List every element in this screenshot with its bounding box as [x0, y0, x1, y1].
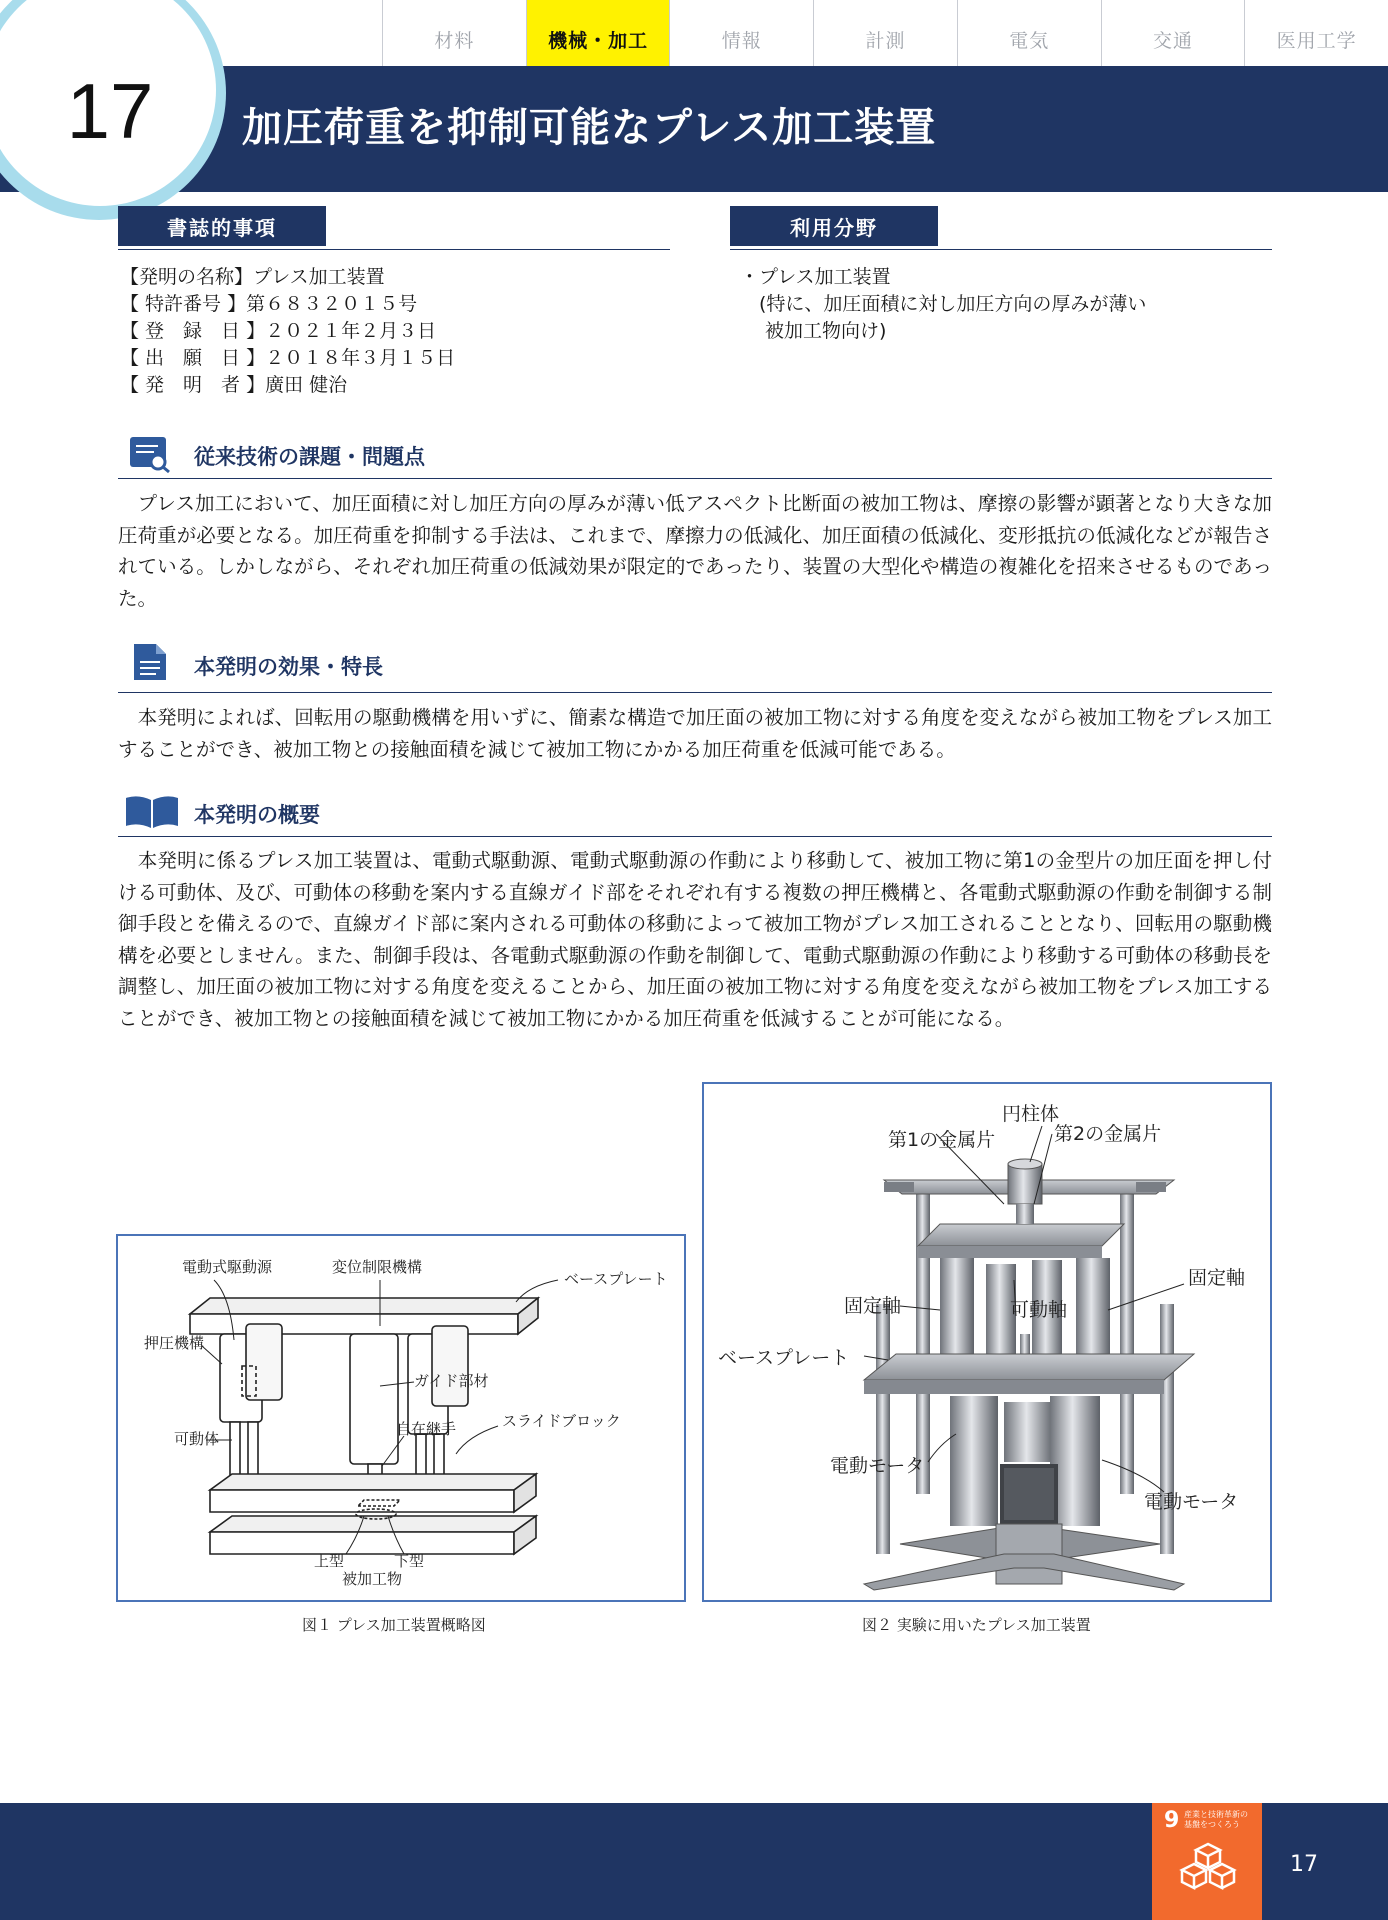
experimental-press-photo — [704, 1084, 1270, 1600]
tab-2[interactable]: 情報 — [669, 0, 813, 66]
tab-0[interactable]: 材料 — [382, 0, 526, 66]
fig2-label-motor-left: 電動モータ — [830, 1455, 925, 1477]
tab-4[interactable]: 電気 — [957, 0, 1101, 66]
fig1-label-work: 被加工物 — [342, 1570, 403, 1588]
sdg-number: 9 — [1164, 1808, 1180, 1833]
usage-rule — [730, 249, 1272, 250]
page-title: 加圧荷重を抑制可能なプレス加工装置 — [242, 105, 937, 151]
fig2-label-cylinder: 円柱体 — [1002, 1103, 1060, 1125]
tab-1[interactable]: 機械・加工 — [526, 0, 670, 66]
item-number: 17 — [66, 66, 154, 155]
sdg-text: 産業と技術革新の基盤をつくろう — [1184, 1810, 1248, 1829]
bibliography-heading: 書誌的事項 — [118, 206, 326, 246]
open-book-icon — [124, 792, 180, 832]
effects-rule — [118, 692, 1272, 693]
press-schematic-diagram — [118, 1236, 684, 1600]
fig1-label-lower: 下型 — [394, 1552, 425, 1570]
fig1-label-movable: 可動体 — [174, 1430, 220, 1448]
effects-heading: 本発明の効果・特長 — [194, 655, 383, 679]
fig2-label-motor-right: 電動モータ — [1144, 1491, 1239, 1513]
figure2-caption: 図２ 実験に用いたプレス加工装置 — [862, 1616, 1091, 1634]
usage-heading: 利用分野 — [730, 206, 938, 246]
figure2-frame — [702, 1082, 1272, 1602]
bibliography-text: 【発明の名称】プレス加工装置 【 特許番号 】第６８３２０１５号 【 登 録 日 】２０２１年２月３日 【 出 願 日 】２０１８年３月１５日 【 発 明 者 】廣田 健治 — [120, 266, 456, 396]
bibliography-rule — [118, 249, 670, 250]
fig2-label-movable-shaft: 可動軸 — [1010, 1299, 1068, 1321]
fig2-label-fixed-right: 固定軸 — [1188, 1267, 1246, 1289]
tab-5[interactable]: 交通 — [1101, 0, 1245, 66]
figure1-caption: 図１ プレス加工装置概略図 — [302, 1616, 486, 1634]
problems-heading: 従来技術の課題・問題点 — [194, 445, 425, 469]
effects-body: 本発明によれば、回転用の駆動機構を用いずに、簡素な構造で加圧面の被加工物に対する角度を変えながら被加工物をプレス加工することができ、被加工物との接触面積を減じて被加工物にかかる加圧荷重を低減可能である。 — [118, 706, 1272, 761]
category-tabs — [382, 0, 1388, 66]
fig2-label-fixed-left: 固定軸 — [844, 1295, 902, 1317]
fig1-label-drive: 電動式駆動源 — [182, 1258, 273, 1276]
figure1-frame — [116, 1234, 686, 1602]
problems-rule — [118, 478, 1272, 479]
fig1-label-guide: ガイド部材 — [414, 1372, 489, 1390]
fig2-label-base: ベースプレート — [718, 1347, 850, 1369]
page-number: 17 — [1290, 1852, 1318, 1877]
fig1-label-limit: 変位制限機構 — [332, 1258, 423, 1276]
fig2-label-metal1: 第1の金属片 — [888, 1129, 996, 1151]
cubes-icon — [1178, 1840, 1238, 1896]
document-icon — [128, 642, 172, 682]
tab-3[interactable]: 計測 — [813, 0, 957, 66]
problems-body: プレス加工において、加圧面積に対し加圧方向の厚みが薄い低アスペクト比断面の被加工物は、摩擦の影響が顕著となり大きな加圧荷重が必要となる。加圧荷重を抑制する手法は、これまで、摩擦力の低減化、加圧面積の低減化、変形抵抗の低減化などが報告されている。しかしながら、それぞれ加圧荷重の低減効果が限定的であったり、装置の大型化や構造の複雑化を招来させるものであった。 — [118, 492, 1272, 610]
fig1-label-base: ベースプレート — [564, 1270, 668, 1288]
fig1-label-upper: 上型 — [314, 1552, 345, 1570]
fig1-label-joint: 自在継手 — [396, 1420, 457, 1438]
overview-heading: 本発明の概要 — [194, 803, 320, 827]
overview-rule — [118, 836, 1272, 837]
usage-text: ・プレス加工装置 (特に、加圧面積に対し加圧方向の厚みが薄い 被加工物向け) — [740, 266, 1147, 342]
fig1-label-press: 押圧機構 — [144, 1334, 205, 1352]
overview-body: 本発明に係るプレス加工装置は、電動式駆動源、電動式駆動源の作動により移動して、被加工物に第1の金型片の加圧面を押し付ける可動体、及び、可動体の移動を案内する直線ガイド部をそれぞれ有する複数の押圧機構と、各電動式駆動源の作動を制御する制御手段とを備えるので、直線ガイド部に案内される可動体の移動によって被加工物がプレス加工されることとなり、回転用の駆動機構を必要としません。また、制御手段は、各電動式駆動源の作動を制御して、電動式駆動源の作動により移動する可動体の移動長を調整し、加圧面の被加工物に対する角度を変えることから、加圧面の被加工物に対する角度を変えながら被加工物をプレス加工することができ、被加工物との接触面積を減じて被加工物にかかる加圧荷重を低減することが可能になる。 — [118, 849, 1272, 1030]
tab-6[interactable]: 医用工学 — [1244, 0, 1388, 66]
fig2-label-metal2: 第2の金属片 — [1054, 1123, 1162, 1145]
magnifier-document-icon — [128, 434, 172, 474]
fig1-label-slide: スライドブロック — [502, 1412, 621, 1430]
